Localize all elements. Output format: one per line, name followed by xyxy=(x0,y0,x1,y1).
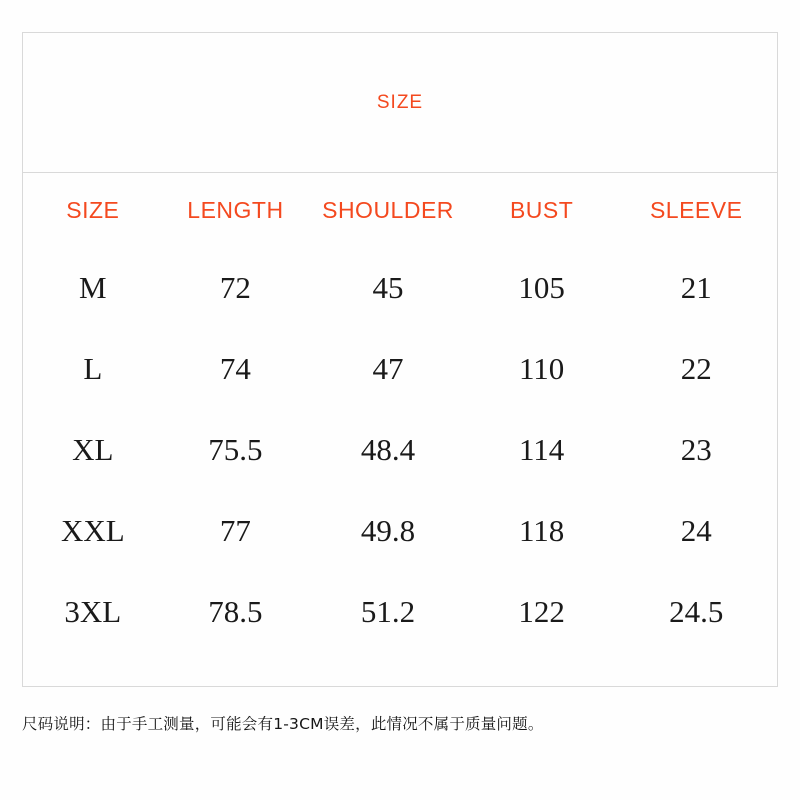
cell-length: 77 xyxy=(219,512,251,548)
cell-bust: 110 xyxy=(518,350,565,386)
table-row xyxy=(23,490,777,571)
cell-size: M xyxy=(79,269,107,305)
cell-sleeve: 23 xyxy=(680,431,712,467)
cell-sleeve: 21 xyxy=(680,269,712,305)
table-header-row xyxy=(23,173,777,247)
cell-size: XL xyxy=(72,431,114,467)
cell-shoulder: 45 xyxy=(372,269,404,305)
measurement-note: 尺码说明：由于手工测量，可能会有1-3CM误差，此情况不属于质量问题。 xyxy=(22,715,544,733)
column-header-sleeve: SLEEVE xyxy=(649,196,743,223)
cell-size: L xyxy=(83,350,103,386)
cell-bust: 114 xyxy=(518,431,565,467)
cell-length: 72 xyxy=(219,269,251,305)
table-row xyxy=(23,247,777,328)
cell-length: 75.5 xyxy=(208,431,263,467)
cell-length: 78.5 xyxy=(208,593,263,629)
column-header-shoulder: SHOULDER xyxy=(322,196,454,223)
cell-shoulder: 47 xyxy=(372,350,404,386)
cell-bust: 118 xyxy=(518,512,565,548)
table-row xyxy=(23,328,777,409)
cell-bust: 122 xyxy=(518,593,565,629)
page-title: SIZE xyxy=(376,91,424,113)
column-header-length: LENGTH xyxy=(187,196,284,223)
table-row xyxy=(23,409,777,490)
table-title-cell xyxy=(23,33,777,173)
size-table xyxy=(22,32,778,687)
column-header-size: SIZE xyxy=(66,196,120,223)
cell-length: 74 xyxy=(219,350,251,386)
cell-bust: 105 xyxy=(518,269,565,305)
cell-shoulder: 51.2 xyxy=(360,593,416,629)
cell-size: XXL xyxy=(60,512,125,548)
table-body xyxy=(23,173,777,686)
cell-sleeve: 24.5 xyxy=(669,593,724,629)
column-header-bust: BUST xyxy=(509,196,574,223)
cell-sleeve: 24 xyxy=(680,512,712,548)
table-row xyxy=(23,571,777,652)
cell-shoulder: 48.4 xyxy=(360,431,416,467)
cell-shoulder: 49.8 xyxy=(360,512,416,548)
cell-sleeve: 22 xyxy=(680,350,712,386)
cell-size: 3XL xyxy=(64,593,122,629)
